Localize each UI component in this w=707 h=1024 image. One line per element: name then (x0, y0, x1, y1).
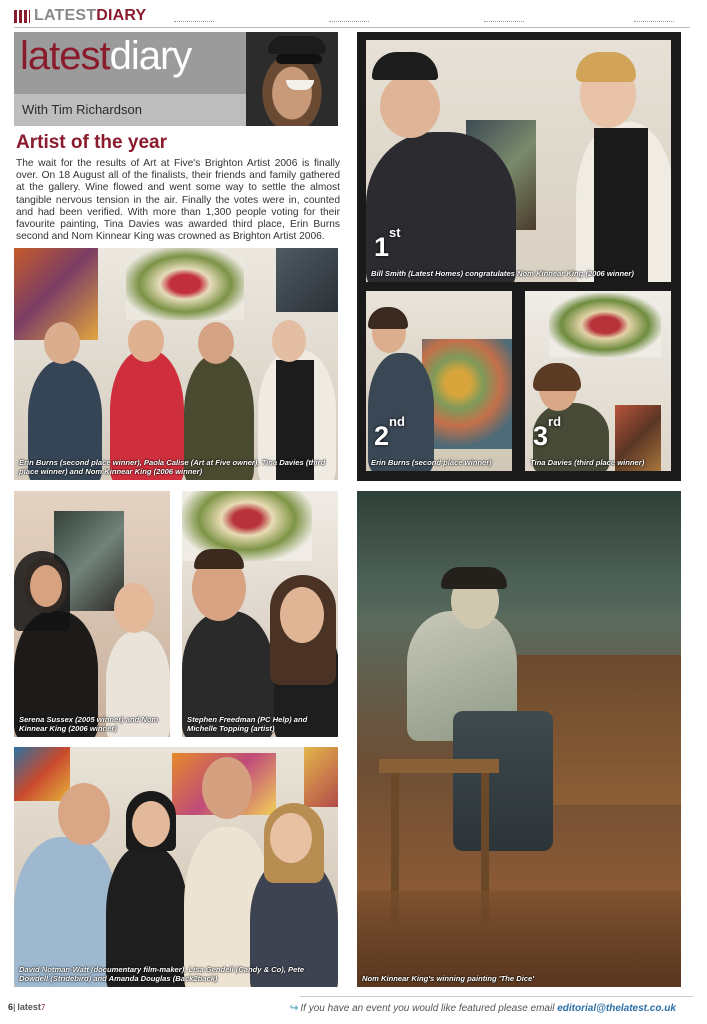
editorial-email-link[interactable]: editorial@thelatest.co.uk (557, 1003, 676, 1014)
smile-shape (286, 80, 314, 90)
painting-shape (276, 248, 338, 312)
david-photo-caption: David Notman-Watt (documentary film-maker), Lisa Gendell (Candy & Co), Pete Dowdell (Stridebird) and Amanda Douglas (Back2back) (19, 965, 305, 983)
first-place-photo (366, 40, 671, 282)
curved-arrow-icon: ↪ (290, 1003, 299, 1014)
head-shape (44, 322, 80, 364)
byline: With Tim Richardson (22, 102, 142, 117)
columnist-portrait (246, 32, 338, 126)
hair-shape (194, 549, 244, 569)
section-bars-icon (14, 10, 30, 23)
third-place-caption: Tina Davies (third place winner) (530, 458, 645, 467)
hair-shape (576, 52, 636, 82)
page-footer (0, 996, 707, 1024)
david-photo (14, 747, 338, 987)
head-shape (380, 74, 440, 138)
article-body: The wait for the results of Art at Five's Brighton Artist 2006 is finally over. On 18 August all of the finalists, their friends and family gathered at the gallery. Wine flowed and went some way to settle the almost tangible nervous tension in the air. Finally the votes were in, counted and had been verified. With more than 1,300 people voting for their favourite painting, Tina Davies was awarded third place, Erin Burns second and Nom Kinnear King was crowned as Brighton Artist 2006. (16, 158, 340, 243)
section-header (14, 6, 690, 28)
hair-shape (533, 363, 581, 391)
footer-rule (300, 996, 693, 997)
hat-shape (441, 567, 507, 589)
winning-painting (357, 491, 681, 987)
cap-shape (372, 52, 438, 80)
divider (484, 21, 524, 22)
serena-photo-caption: Serena Sussex (2005 winner) and Nom Kinnear King (2006 winner) (19, 715, 159, 733)
column-title: latestdiary (20, 34, 192, 78)
painting-shape (304, 747, 338, 807)
page-number: 6| latest7 (8, 1002, 46, 1012)
head-shape (198, 322, 234, 364)
divider (174, 21, 214, 22)
person-shape (368, 353, 434, 471)
group-photo-caption: Erin Burns (second place winner), Paola Calise (Art at Five owner), Tina Davies (third place winner) and Nom Kinnear King (2006 winner) (19, 458, 326, 476)
second-place-photo (366, 291, 512, 471)
first-place-label: 1st (374, 225, 401, 262)
floor-shape (357, 891, 681, 987)
head-shape (58, 783, 110, 845)
third-place-label: 3rd (533, 414, 562, 451)
stephen-photo-caption: Stephen Freedman (PC Help) and Michelle Topping (artist) (187, 715, 308, 733)
face-shape (132, 801, 170, 847)
head-shape (114, 583, 154, 633)
vest-shape (594, 128, 648, 282)
hat-shape (268, 36, 326, 54)
painting-shape (14, 747, 70, 801)
divider (634, 21, 674, 22)
first-place-caption: Bill Smith (Latest Homes) congratulates Nom Kinnear King (2006 winner) (371, 269, 634, 278)
head-shape (272, 320, 306, 362)
footer-note: ↪ If you have an event you would like featured please email editorial@thelatest.co.uk (290, 1003, 676, 1014)
column-masthead (14, 32, 338, 126)
painting-caption: Nom Kinnear King's winning painting 'The Dice' (362, 974, 535, 983)
painting-shape (549, 293, 661, 357)
head-shape (128, 320, 164, 362)
painting-background-shape (357, 491, 681, 621)
hair-shape (368, 307, 408, 329)
second-place-label: 2nd (374, 414, 405, 451)
article-headline: Artist of the year (16, 132, 167, 153)
face-shape (30, 565, 62, 607)
stool-seat-shape (379, 759, 499, 773)
legs-shape (453, 711, 553, 851)
painting-shape (422, 339, 512, 449)
face-shape (280, 587, 324, 643)
head-shape (202, 757, 252, 819)
stephen-photo (182, 491, 338, 737)
serena-photo (14, 491, 170, 737)
section-label: LATESTDIARY (34, 7, 147, 24)
sunglasses-shape (276, 54, 322, 64)
painting-shape (126, 248, 244, 320)
third-place-photo (525, 291, 671, 471)
second-place-caption: Erin Burns (second place winner) (371, 458, 492, 467)
group-photo (14, 248, 338, 480)
divider (329, 21, 369, 22)
face-shape (270, 813, 312, 863)
